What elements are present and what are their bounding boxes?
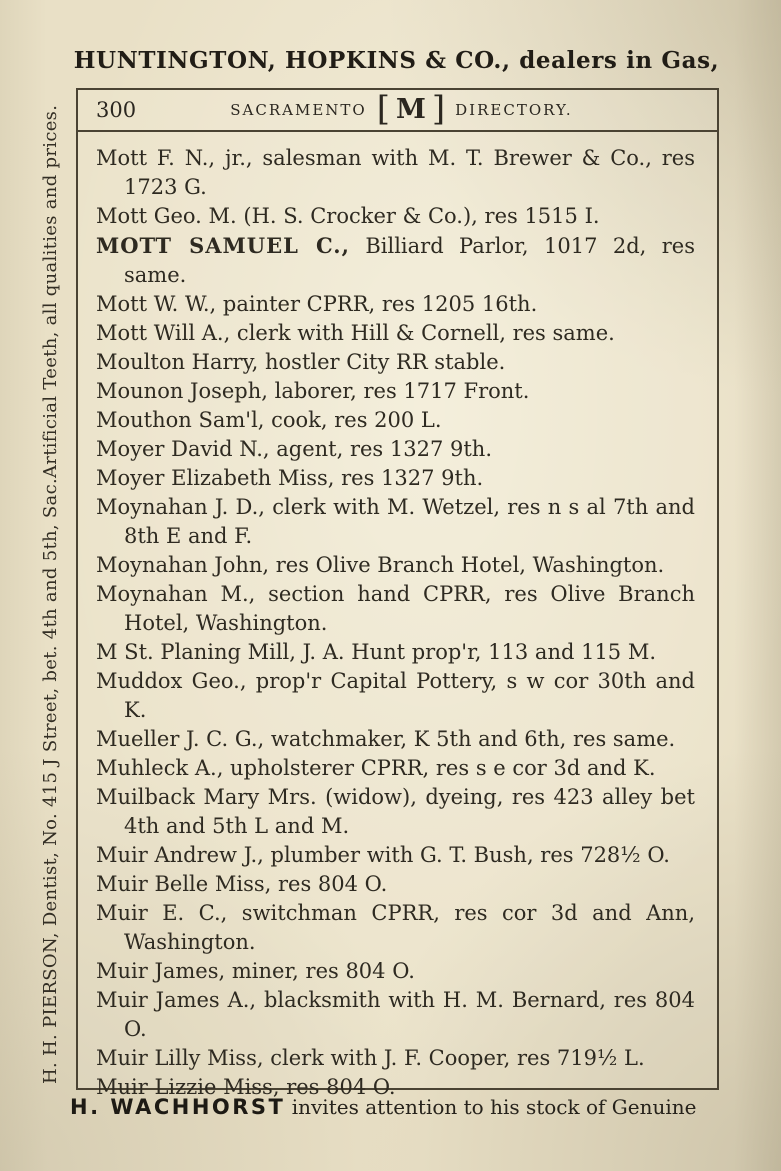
directory-entry: [96, 899, 695, 957]
entry-name-bold: MOTT SAMUEL C.,: [96, 233, 350, 258]
page-title: SACRAMENTO [ M ] DIRECTORY.: [230, 89, 573, 129]
entry-text: Muir Andrew J., plumber with G. T. Bush, res 728½ O.: [96, 843, 670, 867]
entry-text: Moynahan M., section hand CPRR, res Olive Branch Hotel, Washington.: [96, 582, 695, 635]
directory-entry: [96, 667, 695, 725]
entry-text: Moyer David N., agent, res 1327 9th.: [96, 437, 493, 461]
directory-entry: [96, 435, 695, 464]
directory-entry: [96, 986, 695, 1044]
top-advert-banner: HUNTINGTON, HOPKINS & CO., dealers in Gas,: [73, 47, 720, 74]
entry-text: Muir Lilly Miss, clerk with J. F. Cooper, res 719½ L.: [96, 1046, 645, 1070]
directory-entry: [96, 377, 695, 406]
page-number: 300: [96, 98, 137, 122]
directory-entries: [78, 132, 717, 1102]
directory-page-box: [76, 88, 719, 1099]
side-advert: [34, 104, 66, 1084]
directory-entry: [96, 783, 695, 841]
entry-text: Mott Geo. M. (H. S. Crocker & Co.), res 1515 I.: [96, 204, 600, 228]
entry-text: M St. Planing Mill, J. A. Hunt prop'r, 113 and 115 M.: [96, 640, 657, 664]
bottom-advert-text: invites attention to his stock of Genuine: [285, 1095, 697, 1119]
page-title-right: DIRECTORY.: [455, 101, 573, 119]
directory-entry: [96, 580, 695, 638]
entry-text: Mouthon Sam'l, cook, res 200 L.: [96, 408, 442, 432]
directory-entry: [96, 406, 695, 435]
directory-entry: [96, 202, 695, 231]
entry-text: Muir E. C., switchman CPRR, res cor 3d and Ann, Washington.: [96, 901, 695, 954]
directory-entry: [96, 870, 695, 899]
bottom-advert-name: H. WACHHORST: [70, 1095, 286, 1119]
entry-text: Mueller J. C. G., watchmaker, K 5th and 6th, res same.: [96, 727, 676, 751]
directory-entry: [96, 841, 695, 870]
page-title-left: SACRAMENTO: [230, 101, 367, 119]
directory-entry: [96, 551, 695, 580]
entry-text: Mott W. W., painter CPRR, res 1205 16th.: [96, 292, 538, 316]
entry-text: Moyer Elizabeth Miss, res 1327 9th.: [96, 466, 484, 490]
entry-text: Mott Will A., clerk with Hill & Cornell, res same.: [96, 321, 615, 345]
entry-text: Mott F. N., jr., salesman with M. T. Brewer & Co., res 1723 G.: [96, 146, 695, 199]
entry-text: Moynahan John, res Olive Branch Hotel, Washington.: [96, 553, 665, 577]
entry-text: Billiard Parlor, 1017 2d, res same.: [124, 234, 695, 287]
side-advert-line2: Artificial Teeth, all qualities and prices.: [39, 104, 61, 478]
directory-entry: [96, 231, 695, 290]
directory-entry: [96, 638, 695, 667]
directory-entry: [96, 493, 695, 551]
entry-text: Muir Belle Miss, res 804 O.: [96, 872, 388, 896]
directory-entry: [96, 957, 695, 986]
entry-text: Muir James, miner, res 804 O.: [96, 959, 415, 983]
bottom-advert-banner: [70, 1095, 771, 1119]
directory-entry: [96, 725, 695, 754]
directory-entry: [96, 1044, 695, 1073]
directory-entry: [96, 464, 695, 493]
entry-text: Muddox Geo., prop'r Capital Pottery, s w cor 30th and K.: [96, 669, 695, 722]
entry-text: Mounon Joseph, laborer, res 1717 Front.: [96, 379, 530, 403]
entry-text: Moulton Harry, hostler City RR stable.: [96, 350, 506, 374]
directory-entry: [96, 144, 695, 202]
directory-entry: [96, 348, 695, 377]
directory-entry: [96, 319, 695, 348]
page-header: [78, 90, 717, 132]
side-advert-line1: H. H. PIERSON, Dentist, No. 415 J Street, bet. 4th and 5th, Sac.: [39, 478, 61, 1084]
entry-text: Muir James A., blacksmith with H. M. Bernard, res 804 O.: [96, 988, 695, 1041]
directory-entry: [96, 754, 695, 783]
entry-text: Muir Lizzie Miss, res 804 O.: [96, 1075, 396, 1099]
entry-text: Moynahan J. D., clerk with M. Wetzel, res n s al 7th and 8th E and F.: [96, 495, 695, 548]
entry-text: Muilback Mary Mrs. (widow), dyeing, res 423 alley bet 4th and 5th L and M.: [96, 785, 695, 838]
entry-text: Muhleck A., upholsterer CPRR, res s e cor 3d and K.: [96, 756, 656, 780]
directory-entry: [96, 290, 695, 319]
